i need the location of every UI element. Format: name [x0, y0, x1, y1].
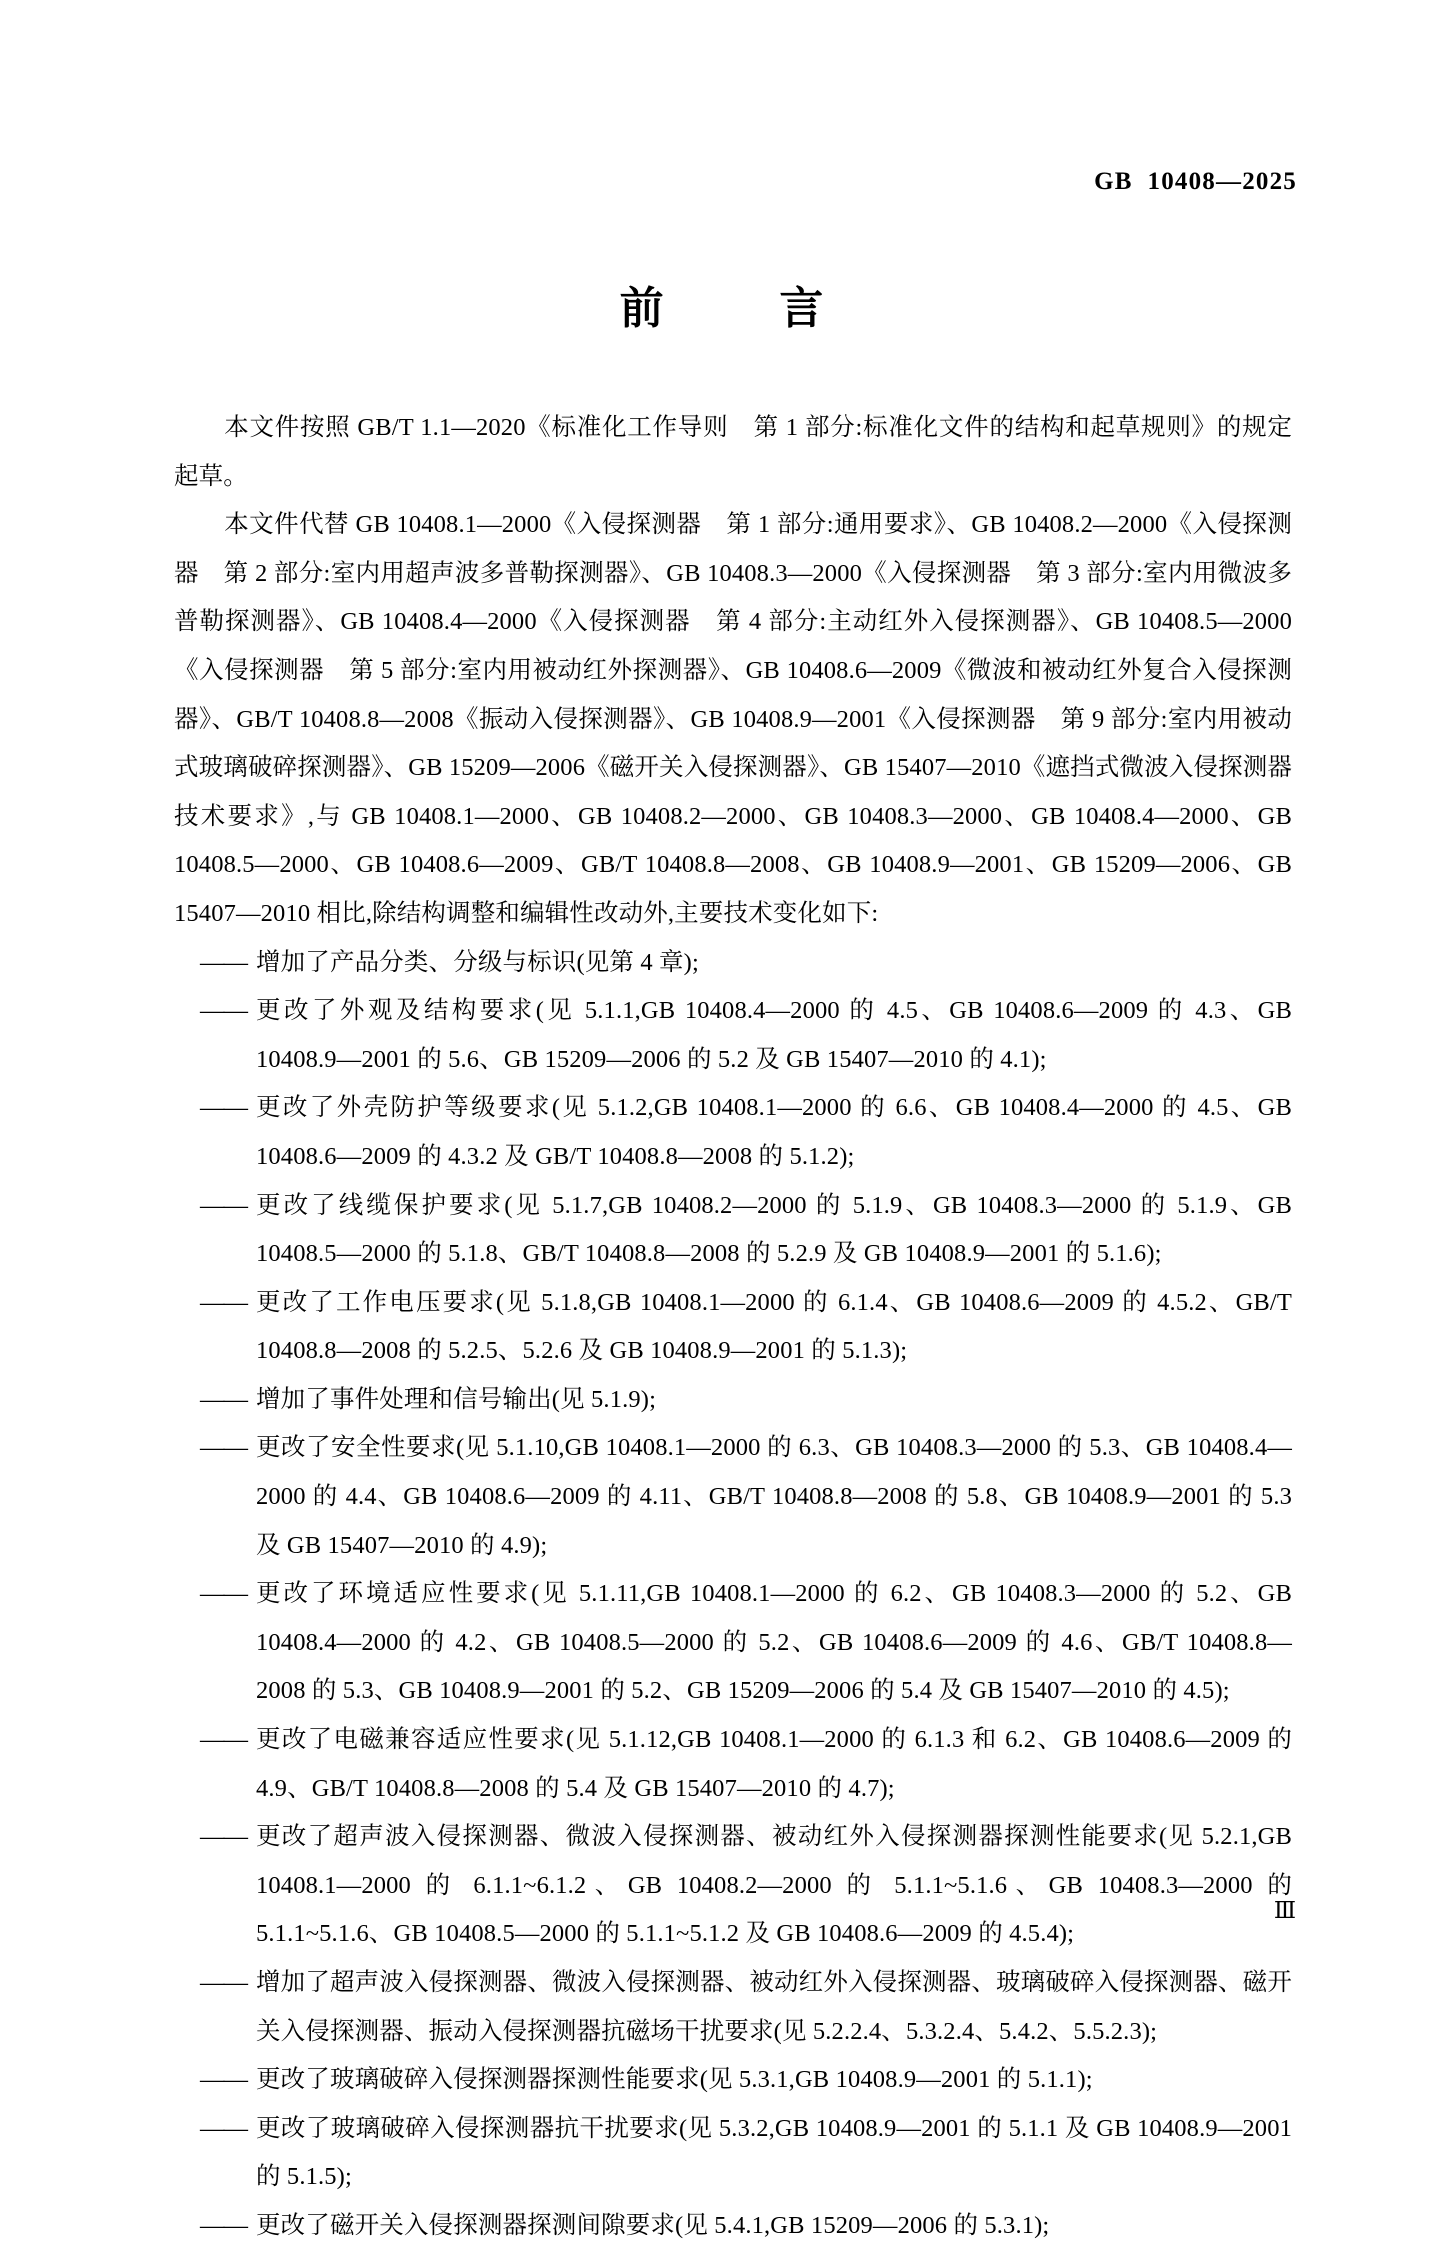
running-header — [150, 168, 1297, 208]
em-dash-marker: —— — [200, 1094, 247, 1122]
list-item — [174, 1376, 1292, 1425]
em-dash-marker: —— — [200, 2066, 247, 2094]
list-item — [174, 1279, 1292, 1376]
em-dash-marker: —— — [200, 997, 247, 1025]
list-item-text: 更改了超声波入侵探测器、微波入侵探测器、被动红外入侵探测器探测性能要求(见 5.2.1,GB 10408.1—2000 的 6.1.1~6.1.2、GB 10408.2—2000 的 5.1.1~5.1.6、GB 10408.3—2000 的 5.1.1~5.1.6、GB 10408.5—2000 的 5.1.1~5.1.2 及 GB 10408.6—2009 的 4.5.4); — [256, 1823, 1292, 1948]
list-item-text: 增加了超声波入侵探测器、微波入侵探测器、被动红外入侵探测器、玻璃破碎入侵探测器、磁开关入侵探测器、振动入侵探测器抗磁场干扰要求(见 5.2.2.4、5.3.2.4、5.4.2、5.5.2.3); — [256, 1969, 1292, 2045]
list-item-text: 增加了产品分类、分级与标识(见第 4 章); — [256, 948, 699, 976]
list-item — [174, 1084, 1292, 1181]
em-dash-marker: —— — [200, 1434, 247, 1462]
list-item — [174, 2202, 1292, 2251]
page-number: Ⅲ — [1273, 1898, 1297, 1923]
list-item — [174, 1182, 1292, 1279]
list-item — [174, 987, 1292, 1084]
list-item — [174, 939, 1292, 988]
em-dash-marker: —— — [200, 1385, 247, 1413]
list-item — [174, 2105, 1292, 2202]
list-item-text: 更改了工作电压要求(见 5.1.8,GB 10408.1—2000 的 6.1.4、GB 10408.6—2009 的 4.5.2、GB/T 10408.8—2008 的 5.2.5、5.2.6 及 GB 10408.9—2001 的 5.1.3); — [256, 1288, 1292, 1365]
paragraph-replaces-statement: 本文件代替 GB 10408.1—2000《入侵探测器 第 1 部分:通用要求》、GB 10408.2—2000《入侵探测器 第 2 部分:室内用超声波多普勒探测器》、GB 10408.3—2000《入侵探测器 第 3 部分:室内用微波多普勒探测器》、GB 10408.4—2000《入侵探测器 第 4 部分:主动红外入侵探测器》、GB 10408.5—2000《入侵探测器 第 5 部分:室内用被动红外探测器》、GB 10408.6—2009《微波和被动红外复合入侵探测器》、GB/T 10408.8—2008《振动入侵探测器》、GB 10408.9—2001《入侵探测器 第 9 部分:室内用被动式玻璃破碎探测器》、GB 15209—2006《磁开关入侵探测器》、GB 15407—2010《遮挡式微波入侵探测器技术要求》,与 GB 10408.1—2000、GB 10408.2—2000、GB 10408.3—2000、GB 10408.4—2000、GB 10408.5—2000、GB 10408.6—2009、GB/T 10408.8—2008、GB 10408.9—2001、GB 15209—2006、GB 15407—2010 相比,除结构调整和编辑性改动外,主要技术变化如下: — [174, 511, 1293, 927]
list-item-text: 更改了磁开关入侵探测器探测间隙要求(见 5.4.1,GB 15209—2006 的 5.3.1); — [256, 2211, 1050, 2239]
list-item — [174, 1570, 1292, 1716]
document-body — [174, 404, 1292, 2251]
list-item — [174, 1716, 1292, 1813]
list-item-text: 更改了电磁兼容适应性要求(见 5.1.12,GB 10408.1—2000 的 6.1.3 和 6.2、GB 10408.6—2009 的 4.9、GB/T 10408.8—2008 的 5.4 及 GB 15407—2010 的 4.7); — [256, 1726, 1292, 1802]
list-item — [174, 1959, 1292, 2056]
em-dash-marker: —— — [200, 1580, 247, 1608]
list-item-text: 更改了玻璃破碎入侵探测器探测性能要求(见 5.3.1,GB 10408.9—2001 的 5.1.1); — [256, 2066, 1093, 2094]
em-dash-marker: —— — [200, 1969, 247, 1996]
technical-changes-list — [174, 939, 1292, 2251]
paragraph-scope-statement: 本文件按照 GB/T 1.1—2020《标准化工作导则 第 1 部分:标准化文件的结构和起草规则》的规定起草。 — [174, 414, 1292, 490]
em-dash-marker: —— — [200, 1823, 247, 1851]
standard-code: GB 10408—2025 — [1094, 168, 1297, 195]
list-item — [174, 1813, 1292, 1959]
list-item-text: 更改了外壳防护等级要求(见 5.1.2,GB 10408.1—2000 的 6.6、GB 10408.4—2000 的 4.5、GB 10408.6—2009 的 4.3.2 及 GB/T 10408.8—2008 的 5.1.2); — [256, 1094, 1292, 1170]
em-dash-marker: —— — [200, 1726, 247, 1754]
em-dash-marker: —— — [200, 2114, 247, 2142]
em-dash-marker: —— — [200, 948, 247, 976]
list-item-text: 增加了事件处理和信号输出(见 5.1.9); — [256, 1385, 657, 1413]
em-dash-marker: —— — [200, 2211, 247, 2239]
em-dash-marker: —— — [200, 1191, 247, 1219]
list-item-text: 更改了线缆保护要求(见 5.1.7,GB 10408.2—2000 的 5.1.9、GB 10408.3—2000 的 5.1.9、GB 10408.5—2000 的 5.1.8、GB/T 10408.8—2008 的 5.2.9 及 GB 10408.9—2001 的 5.1.6); — [256, 1191, 1292, 1268]
list-item-text: 更改了外观及结构要求(见 5.1.1,GB 10408.4—2000 的 4.5、GB 10408.6—2009 的 4.3、GB 10408.9—2001 的 5.6、GB 15209—2006 的 5.2 及 GB 15407—2010 的 4.1); — [256, 997, 1292, 1073]
list-item — [174, 1424, 1292, 1570]
list-item-text: 更改了玻璃破碎入侵探测器抗干扰要求(见 5.3.2,GB 10408.9—2001 的 5.1.1 及 GB 10408.9—2001 的 5.1.5); — [256, 2114, 1292, 2191]
list-item-text: 更改了安全性要求(见 5.1.10,GB 10408.1—2000 的 6.3、GB 10408.3—2000 的 5.3、GB 10408.4—2000 的 4.4、GB 10408.6—2009 的 4.11、GB/T 10408.8—2008 的 5.8、GB 10408.9—2001 的 5.3 及 GB 15407—2010 的 4.9); — [256, 1434, 1292, 1559]
page-title: 前 言 — [619, 284, 826, 333]
list-item-text: 更改了环境适应性要求(见 5.1.11,GB 10408.1—2000 的 6.2、GB 10408.3—2000 的 5.2、GB 10408.4—2000 的 4.2、GB 10408.5—2000 的 5.2、GB 10408.6—2009 的 4.6、GB/T 10408.8—2008 的 5.3、GB 10408.9—2001 的 5.2、GB 15209—2006 的 5.4 及 GB 15407—2010 的 4.5); — [256, 1580, 1292, 1705]
list-item — [174, 2056, 1292, 2105]
em-dash-marker: —— — [200, 1288, 247, 1316]
